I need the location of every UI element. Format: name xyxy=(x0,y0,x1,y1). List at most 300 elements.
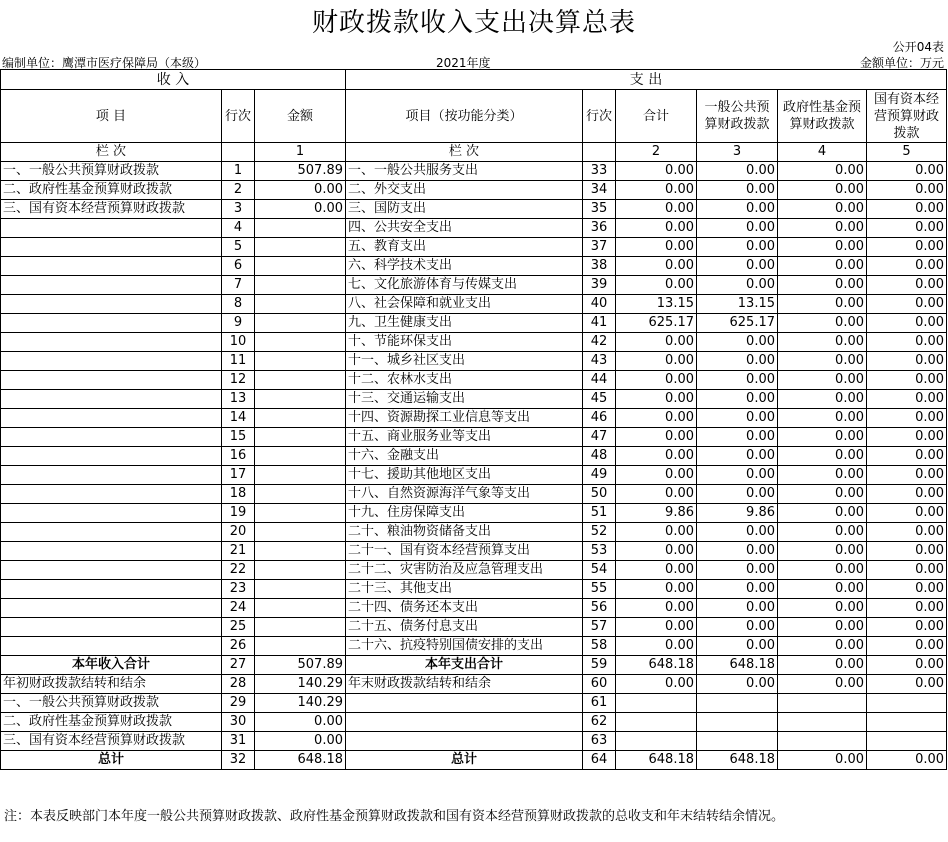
expense-total: 0.00 xyxy=(616,409,697,428)
table-row xyxy=(1,713,947,732)
income-item: 三、国有资本经营预算财政拨款 xyxy=(1,200,222,219)
expense-general: 0.00 xyxy=(697,637,778,656)
income-item: 总计 xyxy=(1,751,222,770)
table-row xyxy=(1,238,947,257)
expense-state: 0.00 xyxy=(867,162,947,181)
expense-state: 0.00 xyxy=(867,295,947,314)
table-row xyxy=(1,200,947,219)
income-item: 一、一般公共预算财政拨款 xyxy=(1,162,222,181)
income-amount xyxy=(255,447,346,466)
income-item xyxy=(1,466,222,485)
expense-state: 0.00 xyxy=(867,371,947,390)
income-item xyxy=(1,276,222,295)
expense-item: 本年支出合计 xyxy=(346,656,583,675)
income-item xyxy=(1,447,222,466)
expense-item: 年末财政拨款结转和结余 xyxy=(346,675,583,694)
expense-fund: 0.00 xyxy=(778,238,867,257)
expense-general: 0.00 xyxy=(697,238,778,257)
expense-item: 六、科学技术支出 xyxy=(346,257,583,276)
expense-total: 0.00 xyxy=(616,352,697,371)
col-number: 3 xyxy=(697,143,778,162)
expense-line-no: 45 xyxy=(583,390,616,409)
expense-line-no: 61 xyxy=(583,694,616,713)
income-item xyxy=(1,637,222,656)
expense-state xyxy=(867,732,947,751)
table-row xyxy=(1,580,947,599)
expense-line-no: 49 xyxy=(583,466,616,485)
expense-general: 0.00 xyxy=(697,542,778,561)
income-line-no: 21 xyxy=(222,542,255,561)
expense-state: 0.00 xyxy=(867,428,947,447)
expense-section-header: 支 出 xyxy=(346,70,947,90)
expense-line-no: 34 xyxy=(583,181,616,200)
income-amount: 140.29 xyxy=(255,694,346,713)
expense-total: 648.18 xyxy=(616,656,697,675)
expense-line-no: 56 xyxy=(583,599,616,618)
header-amount: 金额 xyxy=(255,90,346,143)
footnote: 注：本表反映部门本年度一般公共预算财政拨款、政府性基金预算财政拨款和国有资本经营预算财政拨款的总收支和年末结转结余情况。 xyxy=(4,809,785,824)
income-line-no: 20 xyxy=(222,523,255,542)
income-amount xyxy=(255,599,346,618)
expense-fund: 0.00 xyxy=(778,447,867,466)
table-row xyxy=(1,732,947,751)
expense-item: 总计 xyxy=(346,751,583,770)
amount-unit: 金额单位：万元 xyxy=(859,56,944,70)
income-amount xyxy=(255,390,346,409)
expense-general: 0.00 xyxy=(697,181,778,200)
expense-general: 0.00 xyxy=(697,599,778,618)
income-line-no: 4 xyxy=(222,219,255,238)
expense-state: 0.00 xyxy=(867,466,947,485)
income-line-no: 6 xyxy=(222,257,255,276)
expense-state xyxy=(867,713,947,732)
expense-state: 0.00 xyxy=(867,200,947,219)
expense-fund: 0.00 xyxy=(778,637,867,656)
income-line-no: 23 xyxy=(222,580,255,599)
table-row xyxy=(1,314,947,333)
expense-state: 0.00 xyxy=(867,523,947,542)
expense-line-no: 59 xyxy=(583,656,616,675)
expense-total: 0.00 xyxy=(616,599,697,618)
income-line-no: 26 xyxy=(222,637,255,656)
expense-line-no: 53 xyxy=(583,542,616,561)
expense-item: 十、节能环保支出 xyxy=(346,333,583,352)
budget-table xyxy=(0,69,947,770)
lanci-label-2: 栏 次 xyxy=(346,143,583,162)
header-fund: 政府性基金预算财政拨款 xyxy=(778,90,867,143)
expense-line-no: 50 xyxy=(583,485,616,504)
lanci-label: 栏 次 xyxy=(1,143,222,162)
income-line-no: 8 xyxy=(222,295,255,314)
expense-item: 二十六、抗疫特别国债安排的支出 xyxy=(346,637,583,656)
table-row xyxy=(1,656,947,675)
income-line-no: 14 xyxy=(222,409,255,428)
income-section-header: 收 入 xyxy=(1,70,346,90)
table-row xyxy=(1,333,947,352)
income-line-no: 16 xyxy=(222,447,255,466)
income-amount xyxy=(255,618,346,637)
expense-state: 0.00 xyxy=(867,352,947,371)
expense-state: 0.00 xyxy=(867,238,947,257)
expense-total xyxy=(616,732,697,751)
expense-state: 0.00 xyxy=(867,390,947,409)
expense-state: 0.00 xyxy=(867,257,947,276)
expense-total: 0.00 xyxy=(616,200,697,219)
expense-fund: 0.00 xyxy=(778,162,867,181)
expense-fund: 0.00 xyxy=(778,200,867,219)
expense-line-no: 42 xyxy=(583,333,616,352)
expense-general: 648.18 xyxy=(697,751,778,770)
expense-state: 0.00 xyxy=(867,637,947,656)
expense-general: 0.00 xyxy=(697,390,778,409)
expense-general: 0.00 xyxy=(697,447,778,466)
income-item xyxy=(1,485,222,504)
expense-item: 二十五、债务付息支出 xyxy=(346,618,583,637)
expense-fund: 0.00 xyxy=(778,580,867,599)
expense-general: 0.00 xyxy=(697,580,778,599)
income-item xyxy=(1,409,222,428)
income-line-no: 24 xyxy=(222,599,255,618)
expense-total: 0.00 xyxy=(616,219,697,238)
expense-line-no: 33 xyxy=(583,162,616,181)
expense-fund: 0.00 xyxy=(778,561,867,580)
expense-item: 二十四、债务还本支出 xyxy=(346,599,583,618)
expense-general: 0.00 xyxy=(697,276,778,295)
expense-general: 0.00 xyxy=(697,200,778,219)
expense-fund: 0.00 xyxy=(778,352,867,371)
income-amount xyxy=(255,504,346,523)
expense-general: 0.00 xyxy=(697,162,778,181)
income-line-no: 27 xyxy=(222,656,255,675)
income-line-no: 17 xyxy=(222,466,255,485)
expense-item: 二十、粮油物资储备支出 xyxy=(346,523,583,542)
expense-total: 0.00 xyxy=(616,276,697,295)
expense-fund: 0.00 xyxy=(778,428,867,447)
expense-item: 七、文化旅游体育与传媒支出 xyxy=(346,276,583,295)
header-item: 项 目 xyxy=(1,90,222,143)
expense-total: 0.00 xyxy=(616,485,697,504)
expense-state: 0.00 xyxy=(867,542,947,561)
income-amount xyxy=(255,238,346,257)
income-item xyxy=(1,580,222,599)
expense-total: 648.18 xyxy=(616,751,697,770)
expense-total: 0.00 xyxy=(616,238,697,257)
expense-fund: 0.00 xyxy=(778,390,867,409)
income-item xyxy=(1,599,222,618)
income-amount xyxy=(255,257,346,276)
expense-total: 0.00 xyxy=(616,618,697,637)
expense-state: 0.00 xyxy=(867,599,947,618)
table-row xyxy=(1,276,947,295)
expense-state: 0.00 xyxy=(867,447,947,466)
expense-line-no: 48 xyxy=(583,447,616,466)
lanci-blank-2 xyxy=(583,143,616,162)
expense-item: 五、教育支出 xyxy=(346,238,583,257)
income-item xyxy=(1,561,222,580)
table-row xyxy=(1,162,947,181)
expense-total: 0.00 xyxy=(616,371,697,390)
table-row xyxy=(1,371,947,390)
table-row xyxy=(1,352,947,371)
expense-fund: 0.00 xyxy=(778,314,867,333)
header-general: 一般公共预算财政拨款 xyxy=(697,90,778,143)
table-row xyxy=(1,618,947,637)
expense-total: 0.00 xyxy=(616,181,697,200)
expense-fund: 0.00 xyxy=(778,466,867,485)
income-amount xyxy=(255,466,346,485)
expense-total: 0.00 xyxy=(616,542,697,561)
expense-fund xyxy=(778,732,867,751)
expense-total: 0.00 xyxy=(616,580,697,599)
expense-line-no: 43 xyxy=(583,352,616,371)
table-row xyxy=(1,181,947,200)
expense-general: 0.00 xyxy=(697,371,778,390)
table-row xyxy=(1,447,947,466)
expense-line-no: 58 xyxy=(583,637,616,656)
income-line-no: 10 xyxy=(222,333,255,352)
expense-total: 0.00 xyxy=(616,333,697,352)
income-amount: 0.00 xyxy=(255,200,346,219)
income-line-no: 30 xyxy=(222,713,255,732)
expense-fund: 0.00 xyxy=(778,675,867,694)
expense-line-no: 46 xyxy=(583,409,616,428)
expense-item: 二十二、灾害防治及应急管理支出 xyxy=(346,561,583,580)
expense-fund: 0.00 xyxy=(778,542,867,561)
expense-general: 0.00 xyxy=(697,675,778,694)
income-item: 二、政府性基金预算财政拨款 xyxy=(1,713,222,732)
expense-general: 648.18 xyxy=(697,656,778,675)
income-line-no: 2 xyxy=(222,181,255,200)
expense-general: 0.00 xyxy=(697,485,778,504)
table-row xyxy=(1,675,947,694)
expense-item: 十四、资源勘探工业信息等支出 xyxy=(346,409,583,428)
income-item: 本年收入合计 xyxy=(1,656,222,675)
expense-fund: 0.00 xyxy=(778,333,867,352)
expense-line-no: 39 xyxy=(583,276,616,295)
expense-fund: 0.00 xyxy=(778,371,867,390)
expense-item: 十八、自然资源海洋气象等支出 xyxy=(346,485,583,504)
income-line-no: 12 xyxy=(222,371,255,390)
expense-fund: 0.00 xyxy=(778,523,867,542)
income-amount xyxy=(255,219,346,238)
expense-state: 0.00 xyxy=(867,675,947,694)
income-amount: 507.89 xyxy=(255,656,346,675)
expense-item: 十二、农林水支出 xyxy=(346,371,583,390)
income-line-no: 9 xyxy=(222,314,255,333)
fiscal-year: 2021年度 xyxy=(436,56,491,70)
table-row xyxy=(1,485,947,504)
income-amount xyxy=(255,485,346,504)
income-amount xyxy=(255,428,346,447)
expense-general: 0.00 xyxy=(697,618,778,637)
expense-line-no: 55 xyxy=(583,580,616,599)
expense-line-no: 47 xyxy=(583,428,616,447)
expense-state: 0.00 xyxy=(867,561,947,580)
table-row xyxy=(1,390,947,409)
income-line-no: 28 xyxy=(222,675,255,694)
table-row xyxy=(1,542,947,561)
expense-general: 9.86 xyxy=(697,504,778,523)
expense-item xyxy=(346,694,583,713)
income-item xyxy=(1,504,222,523)
expense-item: 八、社会保障和就业支出 xyxy=(346,295,583,314)
table-row xyxy=(1,694,947,713)
table-row xyxy=(1,504,947,523)
expense-total xyxy=(616,713,697,732)
expense-fund: 0.00 xyxy=(778,751,867,770)
expense-general: 0.00 xyxy=(697,352,778,371)
expense-item: 三、国防支出 xyxy=(346,200,583,219)
income-amount xyxy=(255,580,346,599)
expense-fund: 0.00 xyxy=(778,599,867,618)
expense-state: 0.00 xyxy=(867,485,947,504)
expense-item: 十五、商业服务业等支出 xyxy=(346,428,583,447)
table-row xyxy=(1,637,947,656)
income-line-no: 32 xyxy=(222,751,255,770)
expense-line-no: 51 xyxy=(583,504,616,523)
header-line-2: 行次 xyxy=(583,90,616,143)
income-line-no: 31 xyxy=(222,732,255,751)
table-row xyxy=(1,561,947,580)
expense-fund: 0.00 xyxy=(778,257,867,276)
income-line-no: 13 xyxy=(222,390,255,409)
table-row xyxy=(1,409,947,428)
expense-line-no: 60 xyxy=(583,675,616,694)
income-line-no: 15 xyxy=(222,428,255,447)
income-line-no: 11 xyxy=(222,352,255,371)
table-row xyxy=(1,428,947,447)
expense-state: 0.00 xyxy=(867,276,947,295)
expense-fund: 0.00 xyxy=(778,618,867,637)
col-number: 5 xyxy=(867,143,947,162)
income-amount xyxy=(255,523,346,542)
expense-general: 0.00 xyxy=(697,466,778,485)
organization: 编制单位：鹰潭市医疗保障局（本级） xyxy=(2,56,207,70)
expense-line-no: 62 xyxy=(583,713,616,732)
expense-state: 0.00 xyxy=(867,409,947,428)
expense-state: 0.00 xyxy=(867,181,947,200)
expense-line-no: 36 xyxy=(583,219,616,238)
expense-total: 0.00 xyxy=(616,447,697,466)
expense-item: 十三、交通运输支出 xyxy=(346,390,583,409)
expense-line-no: 41 xyxy=(583,314,616,333)
expense-fund: 0.00 xyxy=(778,656,867,675)
expense-state: 0.00 xyxy=(867,656,947,675)
expense-line-no: 63 xyxy=(583,732,616,751)
income-line-no: 5 xyxy=(222,238,255,257)
expense-state: 0.00 xyxy=(867,580,947,599)
income-amount xyxy=(255,352,346,371)
income-item xyxy=(1,314,222,333)
income-item xyxy=(1,333,222,352)
expense-state xyxy=(867,694,947,713)
expense-state: 0.00 xyxy=(867,333,947,352)
income-line-no: 22 xyxy=(222,561,255,580)
expense-item: 十九、住房保障支出 xyxy=(346,504,583,523)
income-amount xyxy=(255,295,346,314)
expense-fund: 0.00 xyxy=(778,219,867,238)
income-item xyxy=(1,428,222,447)
expense-fund: 0.00 xyxy=(778,485,867,504)
income-item xyxy=(1,371,222,390)
expense-state: 0.00 xyxy=(867,751,947,770)
expense-line-no: 35 xyxy=(583,200,616,219)
income-item xyxy=(1,542,222,561)
expense-general xyxy=(697,694,778,713)
table-row xyxy=(1,751,947,770)
expense-total: 9.86 xyxy=(616,504,697,523)
table-number: 公开04表 xyxy=(892,40,944,54)
expense-line-no: 57 xyxy=(583,618,616,637)
income-amount xyxy=(255,371,346,390)
income-line-no: 7 xyxy=(222,276,255,295)
expense-line-no: 54 xyxy=(583,561,616,580)
table-row xyxy=(1,466,947,485)
expense-fund: 0.00 xyxy=(778,504,867,523)
expense-total: 13.15 xyxy=(616,295,697,314)
lanci-blank xyxy=(222,143,255,162)
expense-total: 0.00 xyxy=(616,675,697,694)
expense-item xyxy=(346,713,583,732)
income-amount: 507.89 xyxy=(255,162,346,181)
expense-general: 13.15 xyxy=(697,295,778,314)
expense-fund: 0.00 xyxy=(778,295,867,314)
expense-general: 0.00 xyxy=(697,523,778,542)
income-amount: 140.29 xyxy=(255,675,346,694)
expense-total: 625.17 xyxy=(616,314,697,333)
expense-item: 一、一般公共服务支出 xyxy=(346,162,583,181)
table-row xyxy=(1,257,947,276)
expense-general xyxy=(697,732,778,751)
header-state: 国有资本经营预算财政拨款 xyxy=(867,90,947,143)
expense-total: 0.00 xyxy=(616,466,697,485)
expense-state: 0.00 xyxy=(867,504,947,523)
table-row xyxy=(1,219,947,238)
expense-fund: 0.00 xyxy=(778,409,867,428)
header-line: 行次 xyxy=(222,90,255,143)
income-item xyxy=(1,238,222,257)
income-amount xyxy=(255,333,346,352)
income-line-no: 1 xyxy=(222,162,255,181)
income-amount: 0.00 xyxy=(255,732,346,751)
expense-item: 十一、城乡社区支出 xyxy=(346,352,583,371)
income-item: 三、国有资本经营预算财政拨款 xyxy=(1,732,222,751)
expense-item: 九、卫生健康支出 xyxy=(346,314,583,333)
expense-item: 四、公共安全支出 xyxy=(346,219,583,238)
expense-fund: 0.00 xyxy=(778,181,867,200)
expense-general: 625.17 xyxy=(697,314,778,333)
income-amount xyxy=(255,542,346,561)
col-number: 4 xyxy=(778,143,867,162)
col-number: 1 xyxy=(255,143,346,162)
income-line-no: 3 xyxy=(222,200,255,219)
expense-item xyxy=(346,732,583,751)
table-row xyxy=(1,523,947,542)
expense-state: 0.00 xyxy=(867,618,947,637)
income-line-no: 29 xyxy=(222,694,255,713)
expense-general: 0.00 xyxy=(697,428,778,447)
expense-item: 二十一、国有资本经营预算支出 xyxy=(346,542,583,561)
expense-fund xyxy=(778,713,867,732)
income-amount xyxy=(255,276,346,295)
income-line-no: 18 xyxy=(222,485,255,504)
page-title: 财政拨款收入支出决算总表 xyxy=(311,8,636,38)
income-line-no: 25 xyxy=(222,618,255,637)
income-item xyxy=(1,295,222,314)
expense-item: 十六、金融支出 xyxy=(346,447,583,466)
expense-line-no: 52 xyxy=(583,523,616,542)
income-item xyxy=(1,219,222,238)
